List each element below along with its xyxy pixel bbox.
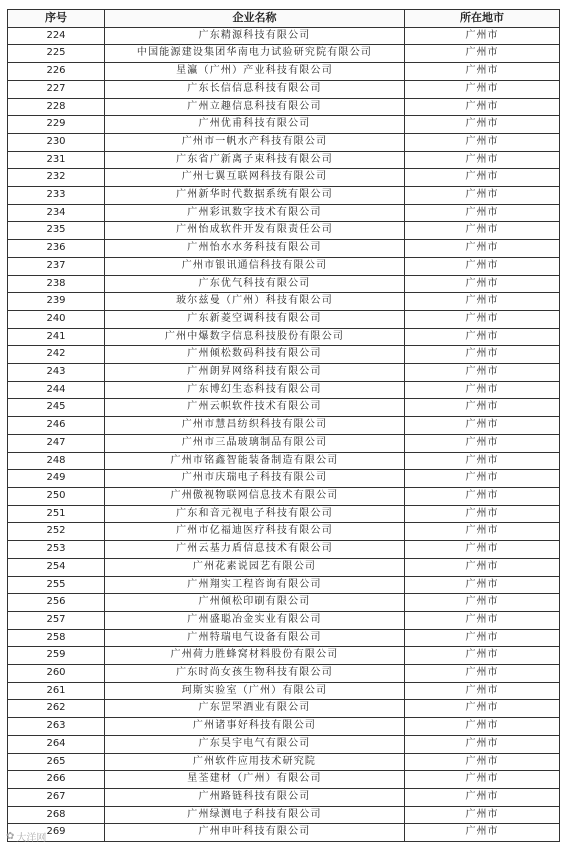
- table-row: [8, 399, 560, 417]
- cell-company-name: 广州绿测电子科技有限公司: [105, 806, 405, 824]
- cell-company-name: 广州市庆瑞电子科技有限公司: [105, 470, 405, 488]
- enterprise-table: [7, 9, 560, 842]
- cell-index: 265: [8, 753, 105, 771]
- table-row: [8, 98, 560, 116]
- cell-city: 广州市: [405, 523, 560, 541]
- table-row: [8, 80, 560, 98]
- cell-city: 广州市: [405, 594, 560, 612]
- cell-index: 250: [8, 487, 105, 505]
- cell-index: 237: [8, 257, 105, 275]
- table-row: [8, 293, 560, 311]
- cell-company-name: 广东博幻生态科技有限公司: [105, 381, 405, 399]
- table-row: [8, 665, 560, 683]
- cell-index: 247: [8, 434, 105, 452]
- cell-city: 广州市: [405, 682, 560, 700]
- cell-index: 261: [8, 682, 105, 700]
- table-row: [8, 735, 560, 753]
- cell-index: 244: [8, 381, 105, 399]
- cell-city: 广州市: [405, 718, 560, 736]
- cell-company-name: 广东时尚女孩生物科技有限公司: [105, 665, 405, 683]
- cell-city: 广州市: [405, 665, 560, 683]
- cell-company-name: 广州立趣信息科技有限公司: [105, 98, 405, 116]
- cell-company-name: 广州市慧昌纺织科技有限公司: [105, 417, 405, 435]
- table-row: [8, 718, 560, 736]
- cell-company-name: 玻尔兹曼（广州）科技有限公司: [105, 293, 405, 311]
- cell-company-name: 星瀛（广州）产业科技有限公司: [105, 63, 405, 81]
- cell-city: 广州市: [405, 328, 560, 346]
- cell-index: 229: [8, 116, 105, 134]
- table-row: [8, 682, 560, 700]
- cell-index: 235: [8, 222, 105, 240]
- table-body: [8, 27, 560, 841]
- cell-index: 228: [8, 98, 105, 116]
- cell-city: 广州市: [405, 487, 560, 505]
- table-row: [8, 63, 560, 81]
- cell-company-name: 广州特瑞电气设备有限公司: [105, 629, 405, 647]
- table-row: [8, 45, 560, 63]
- table-row: [8, 541, 560, 559]
- cell-index: 242: [8, 346, 105, 364]
- table-row: [8, 116, 560, 134]
- table-row: [8, 310, 560, 328]
- cell-city: 广州市: [405, 558, 560, 576]
- cell-city: 广州市: [405, 576, 560, 594]
- cell-index: 238: [8, 275, 105, 293]
- cell-company-name: 广州倾松印刷有限公司: [105, 594, 405, 612]
- cell-company-name: 广州市一帆水产科技有限公司: [105, 133, 405, 151]
- cell-company-name: 广州花素说园艺有限公司: [105, 558, 405, 576]
- cell-index: 224: [8, 27, 105, 45]
- cell-index: 260: [8, 665, 105, 683]
- table-row: [8, 576, 560, 594]
- cell-city: 广州市: [405, 788, 560, 806]
- cell-company-name: 广东昊宇电气有限公司: [105, 735, 405, 753]
- table-row: [8, 700, 560, 718]
- cell-company-name: 广州市银讯通信科技有限公司: [105, 257, 405, 275]
- cell-company-name: 广州盛聪冶金实业有限公司: [105, 611, 405, 629]
- cell-city: 广州市: [405, 452, 560, 470]
- table-row: [8, 204, 560, 222]
- watermark-text: 大洋网: [16, 833, 47, 844]
- cell-city: 广州市: [405, 45, 560, 63]
- cell-company-name: 星荃建材（广州）有限公司: [105, 771, 405, 789]
- cell-index: 262: [8, 700, 105, 718]
- cell-company-name: 广州傲视物联网信息技术有限公司: [105, 487, 405, 505]
- cell-city: 广州市: [405, 257, 560, 275]
- table-row: [8, 523, 560, 541]
- cell-company-name: 广州诸事好科技有限公司: [105, 718, 405, 736]
- cell-city: 广州市: [405, 151, 560, 169]
- table-row: [8, 487, 560, 505]
- table-row: [8, 222, 560, 240]
- table-row: [8, 417, 560, 435]
- cell-city: 广州市: [405, 187, 560, 205]
- cell-index: 230: [8, 133, 105, 151]
- cell-company-name: 广东精源科技有限公司: [105, 27, 405, 45]
- table-row: [8, 771, 560, 789]
- table-row: [8, 187, 560, 205]
- cell-company-name: 广东省广新离子束科技有限公司: [105, 151, 405, 169]
- table-row: [8, 505, 560, 523]
- cell-city: 广州市: [405, 293, 560, 311]
- pinwheel-logo-icon: ✿: [6, 831, 15, 842]
- header-index: 序号: [8, 10, 105, 28]
- cell-index: 258: [8, 629, 105, 647]
- cell-company-name: 广州申叶科技有限公司: [105, 824, 405, 842]
- cell-company-name: 广州云基力盾信息技术有限公司: [105, 541, 405, 559]
- cell-company-name: 广州市三晶玻璃制品有限公司: [105, 434, 405, 452]
- cell-company-name: 广州市铭鑫智能装备制造有限公司: [105, 452, 405, 470]
- cell-index: 263: [8, 718, 105, 736]
- cell-company-name: 广东和音元视电子科技有限公司: [105, 505, 405, 523]
- cell-index: 259: [8, 647, 105, 665]
- table-row: [8, 169, 560, 187]
- cell-index: 225: [8, 45, 105, 63]
- cell-city: 广州市: [405, 346, 560, 364]
- cell-company-name: 广州翔实工程咨询有限公司: [105, 576, 405, 594]
- cell-index: 245: [8, 399, 105, 417]
- cell-city: 广州市: [405, 116, 560, 134]
- cell-city: 广州市: [405, 629, 560, 647]
- cell-index: 241: [8, 328, 105, 346]
- cell-city: 广州市: [405, 505, 560, 523]
- cell-city: 广州市: [405, 169, 560, 187]
- cell-index: 246: [8, 417, 105, 435]
- table-row: [8, 328, 560, 346]
- cell-city: 广州市: [405, 399, 560, 417]
- cell-company-name: 广州荷力胜蜂窝材料股份有限公司: [105, 647, 405, 665]
- cell-index: 236: [8, 240, 105, 258]
- table-row: [8, 470, 560, 488]
- cell-city: 广州市: [405, 63, 560, 81]
- table-row: [8, 257, 560, 275]
- cell-city: 广州市: [405, 80, 560, 98]
- cell-index: 227: [8, 80, 105, 98]
- table-row: [8, 346, 560, 364]
- cell-index: 264: [8, 735, 105, 753]
- cell-city: 广州市: [405, 771, 560, 789]
- cell-index: 251: [8, 505, 105, 523]
- cell-index: 257: [8, 611, 105, 629]
- cell-index: 243: [8, 364, 105, 382]
- cell-city: 广州市: [405, 133, 560, 151]
- cell-city: 广州市: [405, 310, 560, 328]
- cell-company-name: 广州怡成软件开发有限责任公司: [105, 222, 405, 240]
- cell-city: 广州市: [405, 364, 560, 382]
- table-row: [8, 806, 560, 824]
- table-row: [8, 133, 560, 151]
- cell-city: 广州市: [405, 611, 560, 629]
- cell-city: 广州市: [405, 735, 560, 753]
- cell-index: 256: [8, 594, 105, 612]
- cell-index: 233: [8, 187, 105, 205]
- cell-index: 234: [8, 204, 105, 222]
- cell-company-name: 广州云帜软件技术有限公司: [105, 399, 405, 417]
- cell-index: 232: [8, 169, 105, 187]
- cell-company-name: 广州新华时代数据系统有限公司: [105, 187, 405, 205]
- cell-index: 254: [8, 558, 105, 576]
- table-row: [8, 364, 560, 382]
- cell-city: 广州市: [405, 275, 560, 293]
- cell-index: 255: [8, 576, 105, 594]
- cell-company-name: 广州路链科技有限公司: [105, 788, 405, 806]
- table-row: [8, 647, 560, 665]
- table-row: [8, 594, 560, 612]
- table-row: [8, 275, 560, 293]
- cell-city: 广州市: [405, 647, 560, 665]
- cell-index: 231: [8, 151, 105, 169]
- cell-company-name: 广州彩讯数字技术有限公司: [105, 204, 405, 222]
- cell-company-name: 广东罡罘酒业有限公司: [105, 700, 405, 718]
- cell-index: 249: [8, 470, 105, 488]
- cell-city: 广州市: [405, 222, 560, 240]
- table-row: [8, 824, 560, 842]
- cell-city: 广州市: [405, 417, 560, 435]
- cell-company-name: 广州倾松数码科技有限公司: [105, 346, 405, 364]
- table-row: [8, 381, 560, 399]
- table-row: [8, 611, 560, 629]
- cell-index: 266: [8, 771, 105, 789]
- cell-index: 252: [8, 523, 105, 541]
- cell-company-name: 广东优气科技有限公司: [105, 275, 405, 293]
- cell-company-name: 珂斯实验室（广州）有限公司: [105, 682, 405, 700]
- table-row: [8, 434, 560, 452]
- cell-index: 268: [8, 806, 105, 824]
- cell-index: 226: [8, 63, 105, 81]
- cell-company-name: 广州怡水水务科技有限公司: [105, 240, 405, 258]
- cell-city: 广州市: [405, 824, 560, 842]
- header-city: 所在地市: [405, 10, 560, 28]
- cell-city: 广州市: [405, 806, 560, 824]
- header-company-name: 企业名称: [105, 10, 405, 28]
- cell-company-name: 广州七翼互联网科技有限公司: [105, 169, 405, 187]
- table-header-row: [8, 10, 560, 28]
- table-row: [8, 753, 560, 771]
- table-row: [8, 240, 560, 258]
- cell-company-name: 广东长信信息科技有限公司: [105, 80, 405, 98]
- table-row: [8, 452, 560, 470]
- cell-city: 广州市: [405, 470, 560, 488]
- cell-index: 267: [8, 788, 105, 806]
- table-row: [8, 788, 560, 806]
- cell-index: 269: [8, 824, 105, 842]
- cell-index: 253: [8, 541, 105, 559]
- cell-index: 248: [8, 452, 105, 470]
- cell-company-name: 广州中爆数字信息科技股份有限公司: [105, 328, 405, 346]
- cell-company-name: 广东新菱空调科技有限公司: [105, 310, 405, 328]
- cell-city: 广州市: [405, 27, 560, 45]
- cell-company-name: 广州优甫科技有限公司: [105, 116, 405, 134]
- table-row: [8, 151, 560, 169]
- cell-company-name: 广州朗昇网络科技有限公司: [105, 364, 405, 382]
- cell-index: 240: [8, 310, 105, 328]
- table-row: [8, 558, 560, 576]
- cell-company-name: 广州软件应用技术研究院: [105, 753, 405, 771]
- cell-city: 广州市: [405, 434, 560, 452]
- cell-city: 广州市: [405, 753, 560, 771]
- cell-city: 广州市: [405, 98, 560, 116]
- cell-index: 239: [8, 293, 105, 311]
- watermark: [6, 829, 46, 844]
- cell-city: 广州市: [405, 700, 560, 718]
- cell-company-name: 中国能源建设集团华南电力试验研究院有限公司: [105, 45, 405, 63]
- cell-city: 广州市: [405, 381, 560, 399]
- cell-company-name: 广州市亿福迪医疗科技有限公司: [105, 523, 405, 541]
- cell-city: 广州市: [405, 541, 560, 559]
- cell-city: 广州市: [405, 204, 560, 222]
- table-row: [8, 27, 560, 45]
- table-row: [8, 629, 560, 647]
- cell-city: 广州市: [405, 240, 560, 258]
